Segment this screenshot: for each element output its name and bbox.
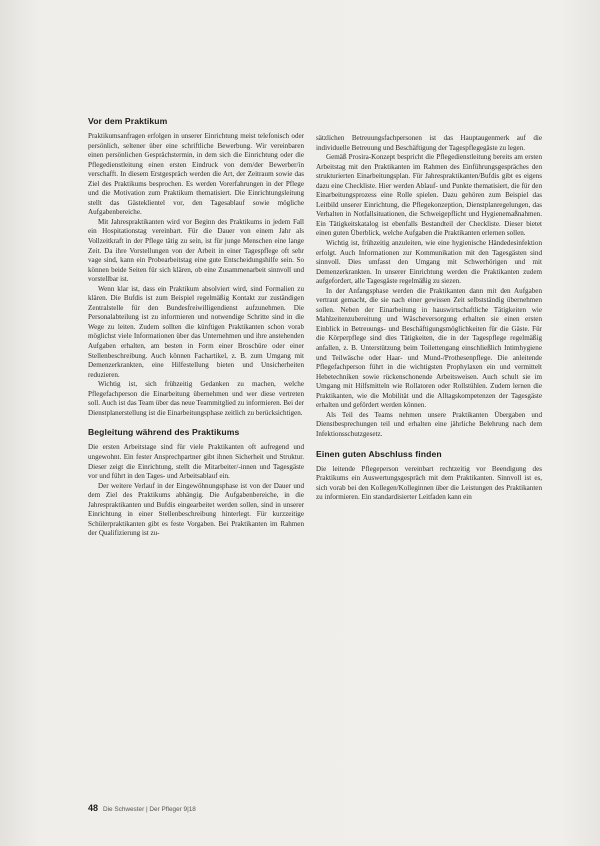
section-spacer [88,418,304,427]
paragraph: Wichtig ist, frühzeitig anzuleiten, wie eine hygienische Händedesinfektion erfolgt. Auch Informationen zur Kommunikation mit den Tagesgästen sind sinnvoll. Dies umfasst den Umgang mit Schwerhörigen und mit Demenzerkrankten. In unserer Einrichtung werden die Praktikanten zudem aufgefordert, alle Tagesgäste regelmäßig zu siezen. [316,239,542,286]
section-heading-before-internship: Vor dem Praktikum [88,116,168,126]
paragraph: In der Anfangsphase werden die Praktikanten dann mit den Aufgaben vertraut gemacht, die sie nach einer gewissen Zeit selbstständig übernehmen sollen. Neben der Einarbeitung in hauswirtschaftliche Tätigkeiten wie Mahlzeitenzubereitung und Wäscheversorgung erhalten sie einen ersten Einblick in Betreuungs- und Beschäftigungsmöglichkeiten für die Gäste. Für die Körperpflege sind dies Tätigkeiten, die in der Tagespflege regelmäßig anfallen, z. B. Unterstützung beim Toilettengang einschließlich Intimhygiene und Teilwäsche oder Haar- und Mund-/Prothesenpflege. Die anleitende Pflegefachperson führt in die wichtigsten Prophylaxen ein und vermittelt Hebetechniken sowie rückenschonende Arbeitsweisen. Auch schult sie im Umgang mit Hilfsmitteln wie Rollatoren oder Rollstühlen. Zudem lernen die Praktikanten, wie die Mobilität und die Alltagskompetenzen der Tagesgäste erhalten und gefördert werden können. [316,286,542,410]
journal-name: Die Schwester | Der Pfleger 9|18 [103,806,196,813]
page-number: 48 [88,803,99,813]
paragraph: Die ersten Arbeitstage sind für viele Praktikanten oft aufregend und ungewohnt. Ein fester Ansprechpartner gibt ihnen Sicherheit und Struktur. Dieser zeigt die Einrichtung, stellt die Mitarbeiter/-innen und Tagesgäste vor und führt in den Tages- und Arbeitsablauf ein. [88,443,304,481]
paragraph: Die leitende Pflegeperson vereinbart rechtzeitig vor Beendigung des Praktikums ein Auswertungsgespräch mit dem Praktikanten. Sinnvoll ist es, sich vorab bei den Kollegen/Kolleginnen über die Leistungen des Praktikanten zu informieren. Ein standardisierter Leitfaden kann ein [316,464,542,502]
paragraph: Der weitere Verlauf in der Eingewöhnungsphase ist von der Dauer und dem Ziel des Praktikums abhängig. Die Aufgabenbereiche, in die Jahrespraktikanten und Bufdis eingearbeitet werden sollen, sind in unserer Einrichtung in einer Stellenbeschreibung hinterlegt. Für kurzzeitige Schülerpraktikanten gibt es feste Vorgaben. Bei Praktikanten im Rahmen der Qualifizierung ist zu- [88,481,304,538]
section-body-before-internship [88,132,304,418]
section-body-good-conclusion [316,465,542,503]
section-heading-good-conclusion: Einen guten Abschluss finden [316,448,442,459]
section-spacer [316,440,542,449]
section-body-during-internship [88,443,304,538]
paragraph: Gemäß Prosira-Konzept bespricht die Pflegedienstleitung bereits am ersten Arbeitstag mit den Praktikanten im Rahmen des Einführungsgespräches den strukturierten Einarbeitungsplan. Für Jahrespraktikanten/Bufdis gibt es eigens dazu eine Checkliste. Hier werden Ablauf- und Punkte thematisiert, die für den Einarbeitungsprozess eine Rolle spielen. Dazu gehören zum Beispiel das Leitbild unserer Einrichtung, die Pflegekonzeption, Dienstplanregelungen, das Verhalten in Notfallsituationen, die Schweigepflicht und Hygienemaßnahmen. Ein Tätigkeitskatalog ist ebenfalls Bestandteil der Checkliste. Dieser bietet einen guten Überblick, welche Aufgaben die Praktikanten erlernen sollen. [316,153,542,238]
section-body-continued [316,134,542,440]
paragraph: Wenn klar ist, dass ein Praktikum absolviert wird, sind Formalien zu klären. Die Bufdis ist zum Beispiel regelmäßig Kontakt zur zuständigen Zentralstelle für den Bundesfreiwilligendienst aufzunehmen. Die Personalabteilung ist zu informieren und notwendige Schritte sind in die Wege zu leiten. Zudem sollten die künftigen Praktikanten schon vorab möglichst viele Informationen über das Unternehmen und ihre anstehenden Aufgaben erhalten, am besten in Form einer Broschüre oder einer Stellenbeschreibung. Auch können Fachartikel, z. B. zum Umgang mit Demenzerkrankten, eine Hilfestellung bieten und Unsicherheiten reduzieren. [88,284,304,379]
right-column [316,134,542,503]
page-footer [88,803,196,813]
paragraph: Praktikumsanfragen erfolgen in unserer Einrichtung meist telefonisch oder persönlich, seltener über eine schriftliche Bewerbung. Wir vereinbaren einen persönlichen Gesprächstermin, in dem sich die Einrichtung oder die Pflegedienstleitung einen ersten Eindruck von dem/der Bewerber/in verschafft. In diesem Erstgespräch werden die Art, der Zeitraum sowie das Ziel des Praktikums besprochen. Es werden Vorerfahrungen in der Pflege und die Motivation zum Praktikum thematisiert. Die Einrichtungsleitung stellt das Gästeklientel vor, den Tagesablauf sowie mögliche Aufgabenbereiche. [88,132,304,217]
left-column [88,116,304,539]
paragraph: Mit Jahrespraktikanten wird vor Beginn des Praktikums in jedem Fall ein Hospitationstag vereinbart. Für die Dauer von einem Jahr als Vollzeitkraft in der Pflege tätig zu sein, ist für junge Menschen eine lange Zeit. Da ihre Vorstellungen von der Arbeit in einer Tagespflege oft sehr vage sind, kann ein Probearbeitstag eine gute Entscheidungshilfe sein. So können beide Seiten für sich klären, ob eine Zusammenarbeit sinnvoll und vorstellbar ist. [88,217,304,284]
section-heading-during-internship: Begleitung während des Praktikums [88,427,240,438]
paragraph: Wichtig ist, sich frühzeitig Gedanken zu machen, welche Pflegefachperson die Einarbeitung übernehmen und wer diese vertreten soll. Auch ist das Team über das neue Teammitglied zu informieren. Bei der Dienstplanerstellung ist die Einarbeitungsphase zeitlich zu berücksichtigen. [88,380,304,417]
paragraph: sätzlichen Betreuungsfachpersonen ist das Hauptaugenmerk auf die individuelle Betreuung und Beschäftigung der Tagespflegegäste zu legen. [316,134,542,152]
paragraph: Als Teil des Teams nehmen unsere Praktikanten Übergaben und Dienstbesprechungen teil und erhalten eine jährliche Belehrung nach dem Infektionsschutzgesetz. [316,410,542,438]
